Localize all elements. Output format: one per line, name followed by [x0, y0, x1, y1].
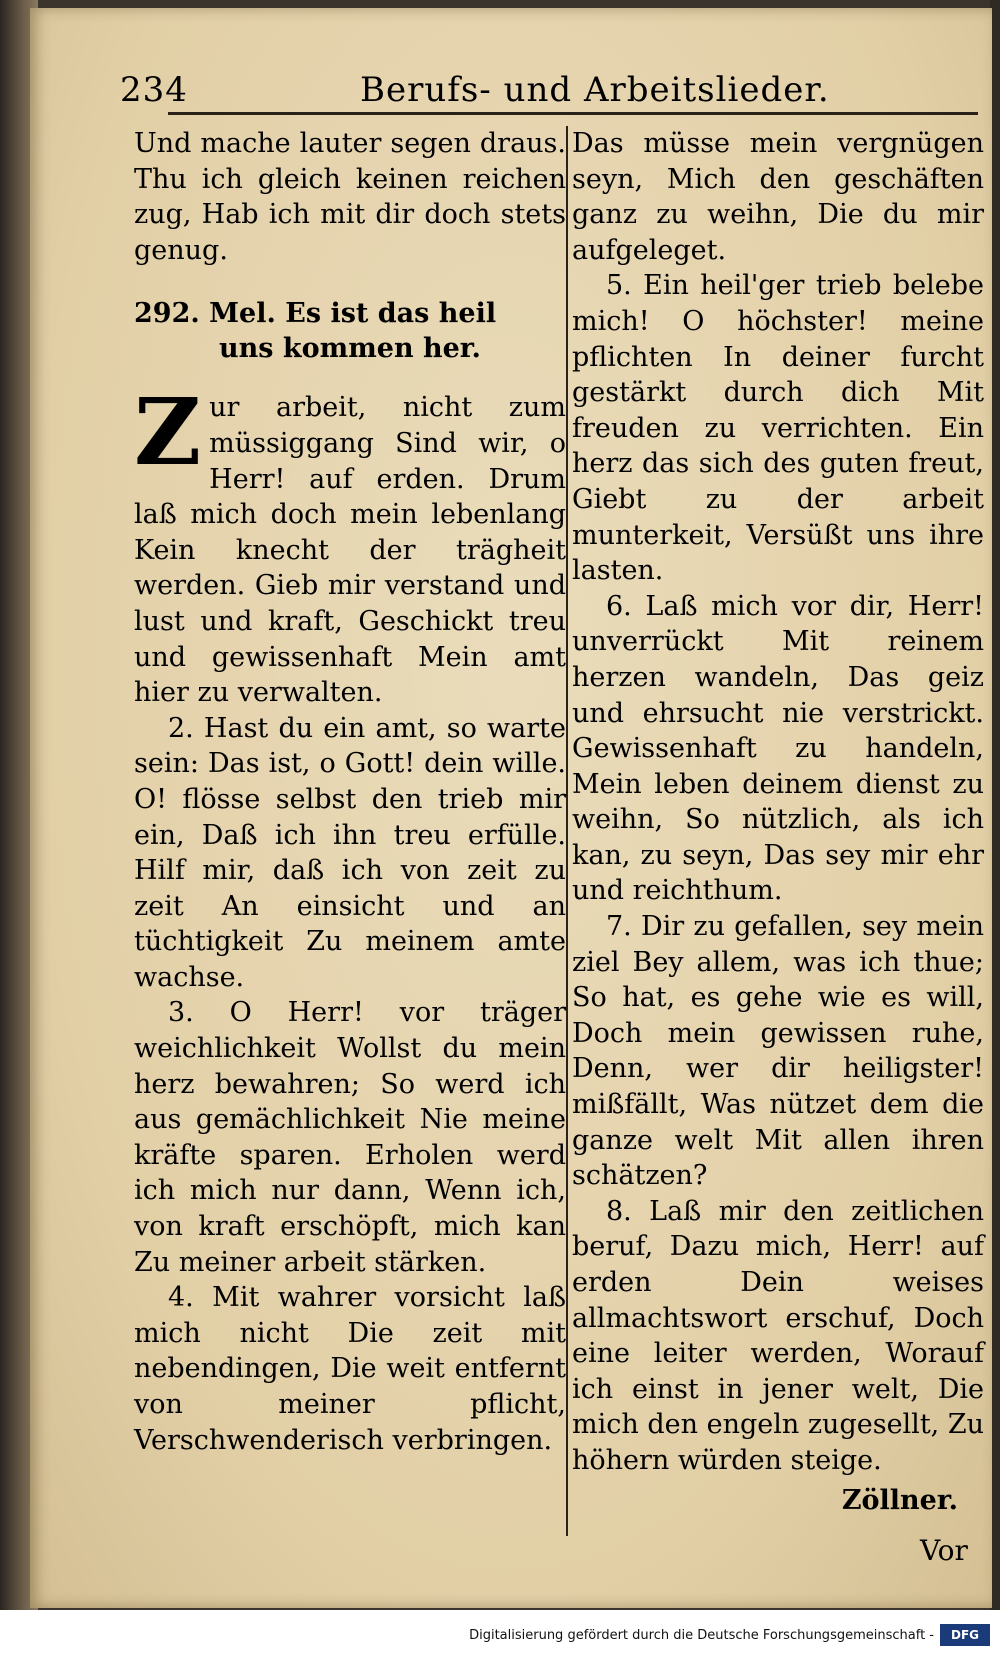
- hymn-number-line: 292. Mel. Es ist das heil: [134, 298, 497, 330]
- verse-8: 8. Laß mir den zeitlichen beruf, Dazu mich, Herr! auf erden Dein weises allmachtswort erschuf, Doch eine leiter werden, Worauf ich einst in jener welt, Die mich den engeln zugesellt, Zu höhern würden steige.: [572, 1195, 984, 1476]
- verse-6: 6. Laß mich vor dir, Herr! unverrückt Mit reinem herzen wandeln, Das geiz und ehrsucht nie verstrickt. Gewissenhaft zu handeln, Mein leben deinem dienst zu weihn, So nützlich, als ich kan, zu seyn, Das sey mir ehr und reichthum.: [572, 590, 984, 907]
- left-column: [134, 126, 566, 1458]
- page-header: [120, 66, 980, 118]
- hymn-heading: [134, 296, 566, 366]
- author-name: Zöllner.: [841, 1484, 958, 1516]
- hymn-melody-line: uns kommen her.: [219, 333, 481, 365]
- verse-1-text: ur arbeit, nicht zum müssiggang Sind wir, o Herr! auf erden. Drum laß mich doch mein lebenlang Kein knecht der trägheit werden. Gieb mir verstand und lust und kraft, Geschickt treu und gewissenhaft Mein amt hier zu verwalten.: [134, 392, 566, 709]
- dfg-logo: DFG: [940, 1624, 990, 1646]
- right-continuation: Das müsse mein vergnügen seyn, Mich den geschäften ganz zu weihn, Die du mir aufgeleget.: [572, 128, 984, 266]
- digitization-footer: [0, 1610, 1000, 1656]
- verse-2: 2. Hast du ein amt, so warte sein: Das ist, o Gott! dein wille. O! flösse selbst den trieb mir ein, Daß ich ihn treu erfülle. Hilf mir, daß ich von zeit zu zeit An einsicht und an tüchtigkeit Zu meinem amte wachse.: [134, 712, 566, 993]
- right-column: [572, 126, 984, 1518]
- page-number: 234: [120, 70, 188, 110]
- footer-credit: Digitalisierung gefördert durch die Deutsche Forschungsgemeinschaft -: [469, 1628, 934, 1643]
- left-continuation: Und mache lauter segen draus. Thu ich gleich keinen reichen zug, Hab ich mit dir doch stets genug.: [134, 128, 566, 266]
- catchword: Vor: [920, 1534, 968, 1567]
- drop-cap: Z: [134, 378, 202, 487]
- column-divider: [566, 126, 568, 1536]
- header-rule: [168, 112, 978, 115]
- verse-1: [134, 378, 566, 710]
- verse-7: 7. Dir zu gefallen, sey mein ziel Bey allem, was ich thue; So hat, es gehe wie es will, Doch mein gewissen ruhe, Denn, wer dir heiligster! mißfällt, Was nützet dem die ganze welt Mit allen ihren schätzen?: [572, 911, 984, 1192]
- verse-5: 5. Ein heil'ger trieb belebe mich! O höchster! meine pflichten In deiner furcht gestärkt durch dich Mit freuden zu verrichten. Ein herz das sich des guten freut, Giebt zu der arbeit munterkeit, Versüßt uns ihre lasten.: [572, 270, 984, 587]
- verse-4: 4. Mit wahrer vorsicht laß mich nicht Die zeit mit nebendingen, Die weit entfernt von meiner pflicht, Verschwenderisch verbringen.: [134, 1282, 566, 1456]
- running-head: Berufs- und Arbeitslieder.: [360, 70, 830, 110]
- verse-3: 3. O Herr! vor träger weichlichkeit Wollst du mein herz bewahren; So werd ich aus gemächlichkeit Nie meine kräfte sparen. Erholen werd ich mich nur dann, Wenn ich, von kraft erschöpft, mich kan Zu meiner arbeit stärken.: [134, 997, 566, 1278]
